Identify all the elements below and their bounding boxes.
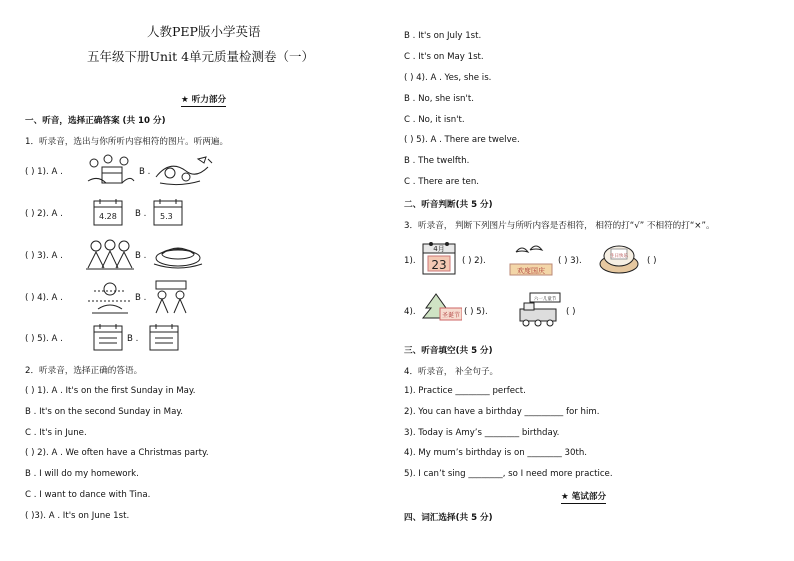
christmas-tree-icon bbox=[420, 292, 462, 324]
flower-icon bbox=[84, 153, 136, 187]
q4-line: 2). You can have a birthday _________ for him. bbox=[404, 407, 600, 417]
q4-line: 4). My mum’s birthday is on ________ 30th. bbox=[404, 448, 587, 458]
q2-line: C . I want to dance with Tina. bbox=[25, 490, 151, 500]
part2-heading: 二、听音判断(共 5 分) bbox=[404, 200, 493, 210]
q1-item-4: ( ) 4). A . bbox=[25, 293, 63, 303]
q1-item-1: ( ) 1). A . bbox=[25, 167, 63, 177]
q1-instruction: 1．听录音，选出与你所听内容相符的图片。听两遍。 bbox=[25, 137, 229, 147]
calendar-icon bbox=[90, 197, 126, 229]
q2-line-right: B . No, she isn't. bbox=[404, 94, 474, 104]
q1-item-5-b: B . bbox=[127, 334, 139, 344]
cake-icon bbox=[150, 238, 206, 272]
q3-item-3-paren: ( ) bbox=[647, 256, 657, 266]
q1-item-3-b: B . bbox=[135, 251, 147, 261]
cake-text: 生日快乐 bbox=[610, 254, 628, 259]
q4-instruction: 4．听录音， 补全句子。 bbox=[404, 367, 499, 377]
q4-line: 1). Practice ________ perfect. bbox=[404, 386, 526, 396]
q3-item-5-paren: ( ) bbox=[566, 307, 576, 317]
cake-icon bbox=[597, 240, 641, 276]
q2-line: ( ) 1). A . It's on the first Sunday in May. bbox=[25, 386, 196, 396]
people-icon bbox=[84, 238, 136, 272]
q2-line-right: C . There are ten. bbox=[404, 177, 480, 187]
q1-item-3: ( ) 3). A . bbox=[25, 251, 63, 261]
calendar-icon bbox=[420, 239, 458, 277]
q2-line-right: C . No, it isn't. bbox=[404, 115, 465, 125]
q1-item-2-b: B . bbox=[135, 209, 147, 219]
calendar-icon bbox=[150, 197, 186, 229]
listening-section-title: ★ 听力部分 bbox=[181, 95, 227, 105]
q1-item-5: ( ) 5). A . bbox=[25, 334, 63, 344]
q3-item-5: ( ) 5). bbox=[464, 307, 488, 317]
calendar-icon bbox=[146, 322, 182, 354]
bird-icon bbox=[508, 242, 554, 276]
q1-item-4-b: B . bbox=[135, 293, 147, 303]
q1-item-1-b: B . bbox=[139, 167, 151, 177]
q2-line: B . I will do my homework. bbox=[25, 469, 139, 479]
q1-item-2: ( ) 2). A . bbox=[25, 209, 63, 219]
q2-line: C . It's in June. bbox=[25, 428, 87, 438]
q2-line: ( ) 2). A . We often have a Christmas party. bbox=[25, 448, 209, 458]
bird-icon bbox=[150, 153, 214, 187]
q2-line-right: ( ) 4). A . Yes, she is. bbox=[404, 73, 492, 83]
people-icon bbox=[150, 279, 192, 315]
q2-line-right: B . The twelfth. bbox=[404, 156, 470, 166]
calendar-icon bbox=[90, 322, 126, 354]
q2-line: B . It's on the second Sunday in May. bbox=[25, 407, 183, 417]
q3-item-2: ( ) 2). bbox=[462, 256, 486, 266]
q3-item-1: 1). bbox=[404, 256, 416, 266]
tree-text: 圣诞节 bbox=[441, 312, 461, 319]
q3-instruction: 3．听录音， 判断下列图片与所听内容是否相符， 相符的打“√” 不相符的打“×”。 bbox=[404, 221, 715, 231]
part3-heading: 三、听音填空(共 5 分) bbox=[404, 346, 493, 356]
q2-instruction: 2．听录音，选择正确的答语。 bbox=[25, 366, 143, 376]
train-icon bbox=[516, 291, 562, 329]
part1-heading: 一、听音，选择正确答案 (共 10 分) bbox=[25, 116, 166, 126]
q3-item-3: ( ) 3). bbox=[558, 256, 582, 266]
svg-text:4.28: 4.28 bbox=[99, 212, 117, 221]
calendar-day: 23 bbox=[431, 258, 447, 272]
writing-section-title: ★ 笔试部分 bbox=[561, 492, 607, 502]
q2-line: ( )3). A . It's on June 1st. bbox=[25, 511, 130, 521]
q3-item-4: 4). bbox=[404, 307, 416, 317]
q2-line-right: ( ) 5). A . There are twelve. bbox=[404, 135, 520, 145]
calendar-month: 4月 bbox=[433, 245, 445, 253]
kite-icon bbox=[84, 279, 136, 315]
q4-line: 3). Today is Amy’s ________ birthday. bbox=[404, 428, 560, 438]
q2-line-right: B . It's on July 1st. bbox=[404, 31, 482, 41]
q4-line: 5). I can’t sing ________, so I need more practice. bbox=[404, 469, 613, 479]
q2-line-right: C . It's on May 1st. bbox=[404, 52, 484, 62]
doc-title-line2: 五年级下册Unit 4单元质量检测卷（一） bbox=[87, 49, 315, 64]
svg-text:5.3: 5.3 bbox=[160, 212, 173, 221]
train-text: 六一儿童节 bbox=[533, 297, 557, 302]
part4-heading: 四、词汇选择(共 5 分) bbox=[404, 513, 493, 523]
flag-text: 欢度国庆 bbox=[517, 267, 545, 275]
doc-title-line1: 人教PEP版小学英语 bbox=[147, 24, 261, 39]
